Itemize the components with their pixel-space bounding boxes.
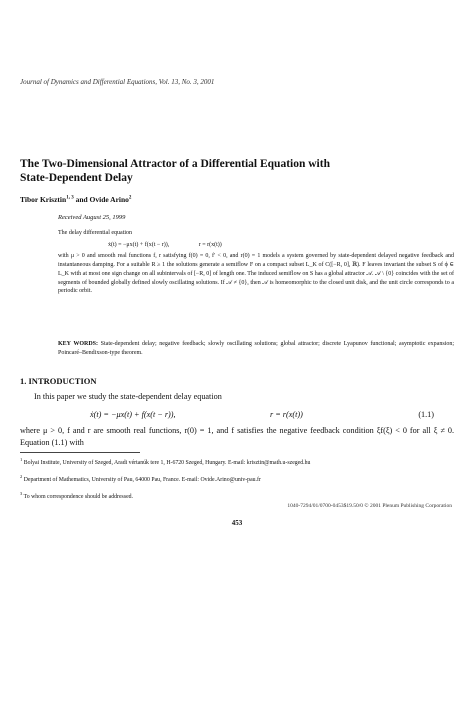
equation-number: (1.1)	[418, 410, 434, 419]
footnote-3	[20, 490, 454, 502]
intro-paragraph: In this paper we study the state-dependent delay equation	[34, 392, 222, 401]
footnote-1-mark: 1	[20, 457, 23, 462]
author-and: and	[75, 195, 88, 204]
equation-lhs: ẋ(t) = −μx(t) + f(x(t − r)),	[90, 410, 176, 419]
footnote-2-text: Department of Mathematics, University of Pau, 64000 Pau, France. E-mail: Ovide.Arino@univ-pau.fr	[23, 476, 261, 483]
equation-rhs: r = r(x(t))	[270, 410, 303, 419]
journal-header: Journal of Dynamics and Differential Equations, Vol. 13, No. 3, 2001	[20, 78, 215, 86]
author-1: Tibor Krisztin	[20, 195, 67, 204]
abstract-equation-lhs: ẋ(t) = −μx(t) + f(x(t − r)),	[108, 241, 170, 248]
footnote-1-text: Bolyai Institute, University of Szeged, Aradi vértanúk tere 1, H-6720 Szeged, Hungary. E-mail: krisztin@math.u-szeged.hu	[23, 459, 311, 466]
abstract	[58, 229, 454, 296]
abstract-equation-rhs: r = r(x(t))	[198, 241, 222, 248]
footnote-2	[20, 473, 454, 485]
page-number: 453	[231, 519, 243, 527]
author-2-mark: 2	[128, 195, 132, 201]
paper-title: The Two-Dimensional Attractor of a Differential Equation with State-Dependent Delay	[20, 158, 330, 184]
received-date: Received August 25, 1999	[58, 214, 126, 221]
body-paragraph: where μ > 0, f and r are smooth real functions, r(0) = 1, and f satisfies the negative feedback condition ξf(ξ) < 0 for all ξ ≠ 0. Equation (1.1) with	[20, 426, 454, 447]
abstract-intro: The delay differential equation	[58, 230, 133, 236]
footnote-3-text: To whom correspondence should be addressed.	[23, 493, 133, 500]
keywords-text: State-dependent delay; negative feedback; slowly oscillating solutions; global attractor; discrete Lyapunov functional; asymptotic expansion; Poincaré–Bendixson-type theorem.	[58, 341, 455, 356]
author-1-marks: 1, 3	[66, 195, 74, 201]
keywords	[58, 340, 454, 357]
abstract-equation	[108, 241, 454, 250]
section-heading: 1. INTRODUCTION	[20, 376, 97, 386]
footnote-2-mark: 2	[20, 474, 23, 479]
keywords-label: KEY WORDS:	[58, 341, 98, 347]
footnote-3-mark: 3	[20, 491, 23, 496]
footnote-1	[20, 456, 454, 468]
author-2: Ovide Arino	[89, 195, 129, 204]
copyright-line: 1040-7294/01/0700-0453$19.50/0 © 2001 Plenum Publishing Corporation	[287, 503, 452, 509]
author-line	[20, 195, 131, 204]
footnote-rule	[20, 452, 140, 453]
abstract-text: with μ > 0 and smooth real functions f, r satisfying f(0) = 0, f′ < 0, and r(0) = 1 models a system governed by state-dependent delayed negative feedback and instantaneous damping. For a suitable R ≥ 1 the solutions generate a semiflow F on a compact subset L_K of C([−R, 0], ℝ). F leaves invariant the subset S of ϕ ∈ L_K with at most one sign change on all subintervals of [−R, 0] of length one. The induced semiflow on S has a global attractor 𝒜. 𝒜 \ {0} coincides with the set of segments of bounded globally defined slowly oscillating solutions. If 𝒜 ≠ {0}, then 𝒜 is homeomorphic to the closed unit disk, and the unit circle corresponds to a periodic orbit.	[58, 253, 454, 295]
